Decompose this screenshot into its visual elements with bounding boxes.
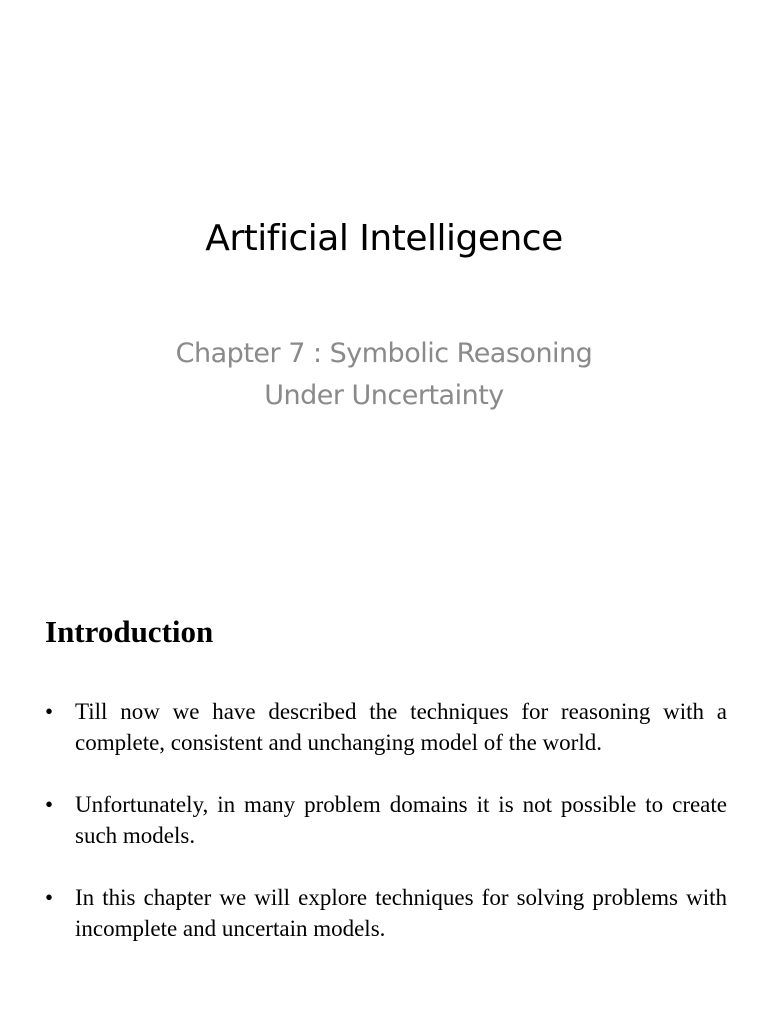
subtitle-line-2: Under Uncertainty [264,380,504,411]
bullet-item [45,696,727,758]
bullet-item [45,789,727,851]
bullet-text: In this chapter we will explore techniques for solving problems with incomplete and uncertain models. [75,885,727,941]
bullet-list [45,696,727,975]
slide-subtitle [0,333,768,417]
bullet-marker: • [45,792,54,817]
bullet-text: Till now we have described the techniques for reasoning with a complete, consistent and unchanging model of the world. [75,699,727,755]
subtitle-line-1: Chapter 7 : Symbolic Reasoning [175,338,593,369]
bullet-marker: • [45,885,54,910]
bullet-marker: • [45,699,54,724]
section-heading: Introduction [45,614,214,649]
slide-title: Artificial Intelligence [205,218,563,259]
bullet-item [45,882,727,944]
bullet-text: Unfortunately, in many problem domains it is not possible to create such models. [75,792,727,848]
